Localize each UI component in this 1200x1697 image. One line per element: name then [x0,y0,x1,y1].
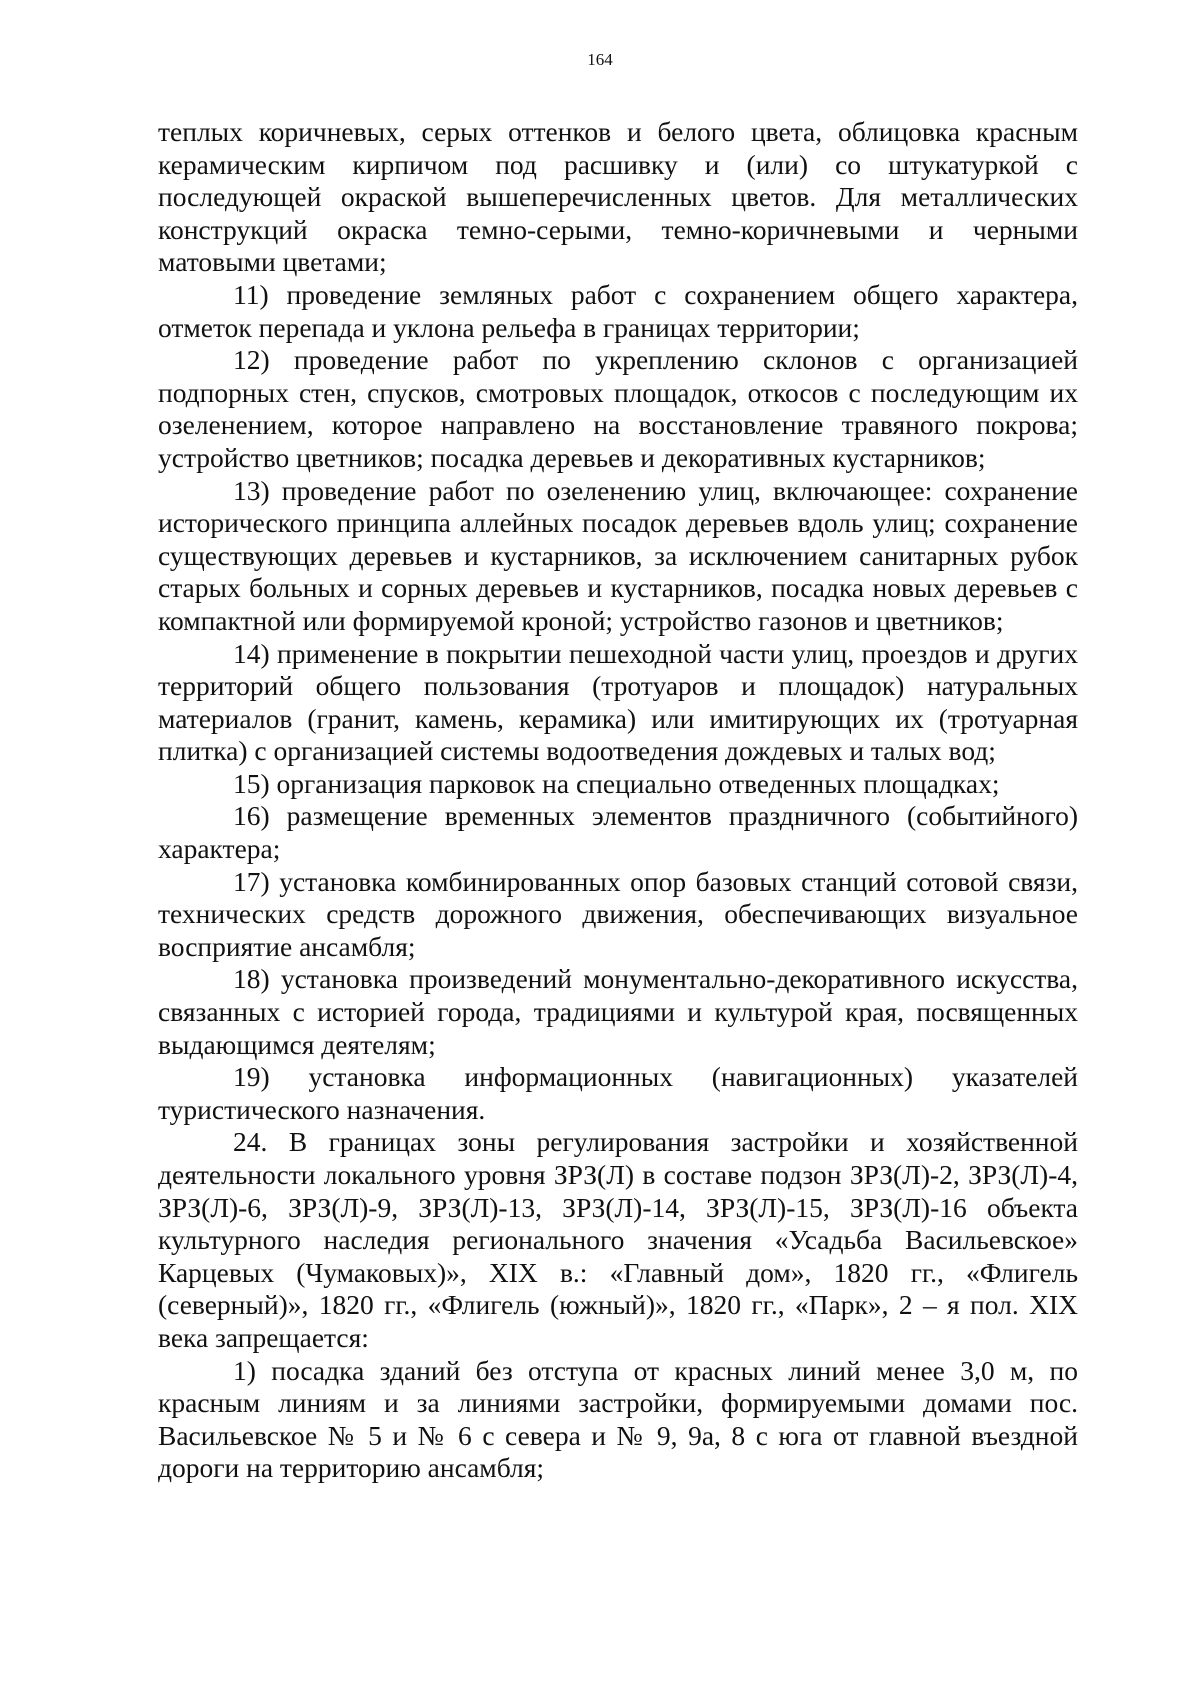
document-body [158,116,1078,1485]
paragraph-item-16: 16) размещение временных элементов праздничного (событийного) характера; [158,800,1078,865]
paragraph-item-19: 19) установка информационных (навигационных) указателей туристического назначения. [158,1061,1078,1125]
paragraph-item-12: 12) проведение работ по укреплению склонов с организацией подпорных стен, спусков, смотровых площадок, откосов с последующим их озеленением, которое направлено на восстановление травяного покрова; устройство цветников; посадка деревьев и декоративных кустарников; [158,344,1078,473]
paragraph-section-24: 24. В границах зоны регулирования застройки и хозяйственной деятельности локального уровня ЗРЗ(Л) в составе подзон ЗРЗ(Л)-2, ЗРЗ(Л)-4, ЗРЗ(Л)-6, ЗРЗ(Л)-9, ЗРЗ(Л)-13, ЗРЗ(Л)-14, ЗРЗ(Л)-15, ЗРЗ(Л)-16 объекта культурного наследия регионального значения «Усадьба Васильевское» Карцевых (Чумаковых)», XIX в.: «Главный дом», 1820 гг., «Флигель (северный)», 1820 гг., «Флигель (южный)», 1820 гг., «Парк», 2 – я пол. XIX века запрещается: [158,1126,1078,1353]
paragraph-item-18: 18) установка произведений монументально-декоративного искусства, связанных с историей города, традициями и культурой края, посвященных выдающимся деятелям; [158,963,1078,1060]
paragraph-item-15: 15) организация парковок на специально отведенных площадках; [233,767,1000,799]
paragraph-item-11: 11) проведение земляных работ с сохранением общего характера, отметок перепада и уклона рельефа в границах территории; [158,278,1078,343]
paragraph-prohibition-1: 1) посадка зданий без отступа от красных линий менее 3,0 м, по красным линиям и за линиями застройки, формируемыми домами пос. Васильевское № 5 и № 6 с севера и № 9, 9а, 8 с юга от главной въездной дороги на территорию ансамбля; [158,1354,1078,1484]
paragraph-item-17: 17) установка комбинированных опор базовых станций сотовой связи, технических средств дорожного движения, обеспечивающих визуальное восприятие ансамбля; [158,865,1078,962]
paragraph-intro: теплых коричневых, серых оттенков и белого цвета, облицовка красным керамическим кирпичом под расшивку и (или) со штукатуркой с последующей окраской вышеперечисленных цветов. Для металлических конструкций окраска темно-серыми, темно-коричневыми и черными матовыми цветами; [158,116,1078,278]
paragraph-item-14: 14) применение в покрытии пешеходной части улиц, проездов и других территорий общего пользования (тротуаров и площадок) натуральных материалов (гранит, камень, керамика) или имитирующих их (тротуарная плитка) с организацией системы водоотведения дождевых и талых вод; [158,637,1078,767]
page-number: 164 [587,50,613,69]
paragraph-item-13: 13) проведение работ по озеленению улиц, включающее: сохранение исторического принципа аллейных посадок деревьев вдоль улиц; сохранение существующих деревьев и кустарников, за исключением санитарных рубок старых больных и сорных деревьев и кустарников, посадка новых деревьев с компактной или формируемой кроной; устройство газонов и цветников; [158,474,1078,636]
